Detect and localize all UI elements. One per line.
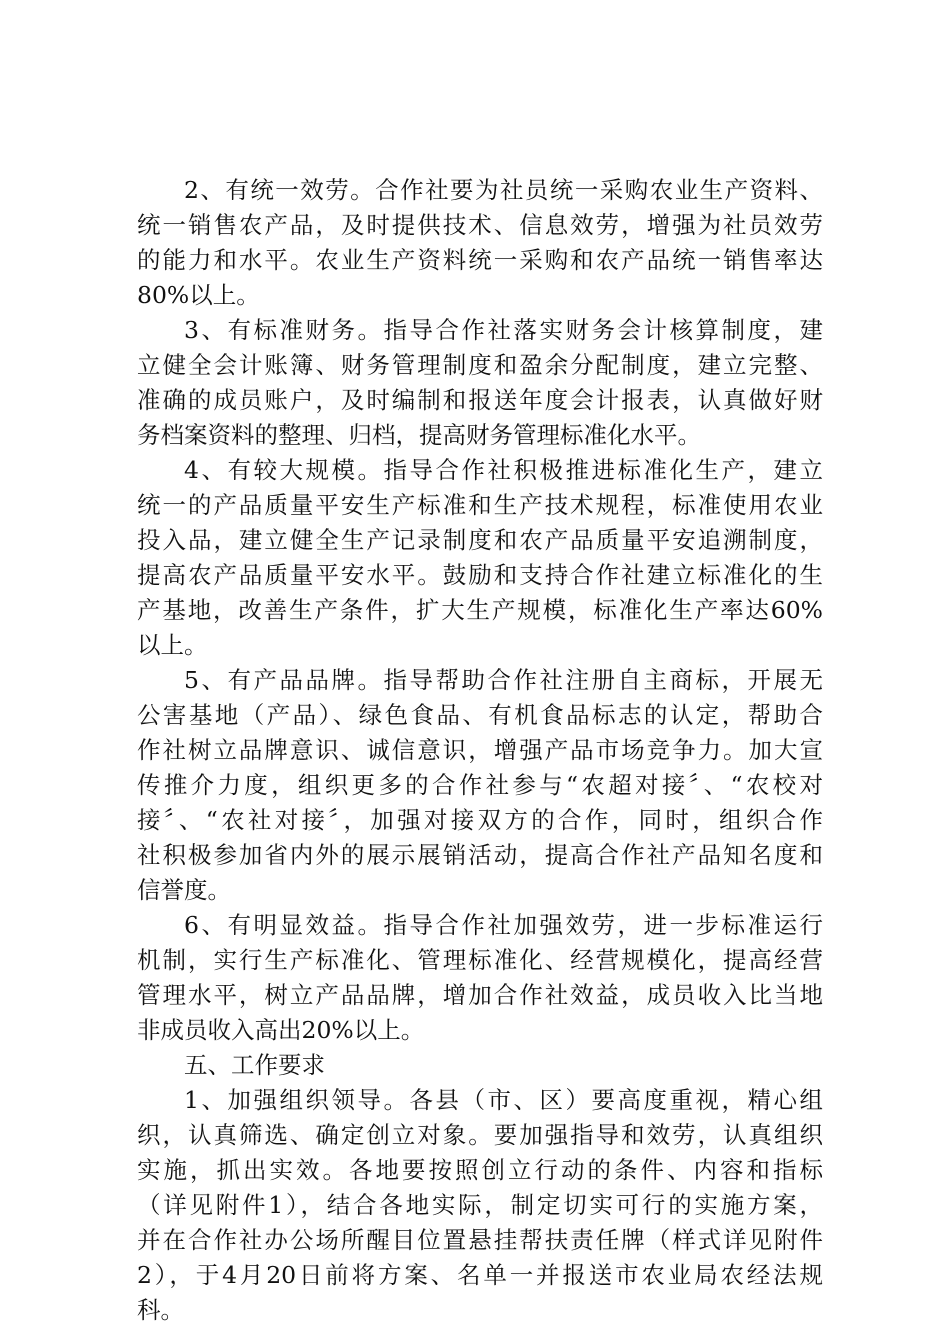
text-line: 4、有较大规模。指导合作社积极推进标准化生产，建立 bbox=[184, 456, 823, 484]
text-line: 80%以上。 bbox=[137, 281, 260, 309]
text-line: 接〞、“农社对接〞，加强对接双方的合作，同时，组织合作 bbox=[137, 806, 823, 834]
text-line: 科。 bbox=[137, 1296, 184, 1324]
text-line: 立健全会计账簿、财务管理制度和盈余分配制度，建立完整、 bbox=[137, 351, 823, 379]
text-line: 务档案资料的整理、归档，提高财务管理标准化水平。 bbox=[137, 421, 701, 449]
text-line: 以上。 bbox=[137, 631, 208, 659]
text-line: 统一的产品质量平安生产标准和生产技术规程，标准使用农业 bbox=[137, 491, 823, 519]
text-line: 6、有明显效益。指导合作社加强效劳，进一步标准运行 bbox=[184, 911, 823, 939]
text-line: 织，认真筛选、确定创立对象。要加强指导和效劳，认真组织 bbox=[137, 1121, 823, 1149]
text-line: 准确的成员账户，及时编制和报送年度会计报表，认真做好财 bbox=[137, 386, 823, 414]
text-line: 信誉度。 bbox=[137, 876, 231, 904]
text-line: 提高农产品质量平安水平。鼓励和支持合作社建立标准化的生 bbox=[137, 561, 823, 589]
text-line: 1、加强组织领导。各县（市、区）要高度重视，精心组 bbox=[184, 1086, 823, 1114]
text-line: 机制，实行生产标准化、管理标准化、经营规模化，提高经营 bbox=[137, 946, 823, 974]
text-line: 实施，抓出实效。各地要按照创立行动的条件、内容和指标 bbox=[137, 1156, 823, 1184]
text-line: 5、有产品品牌。指导帮助合作社注册自主商标，开展无 bbox=[184, 666, 823, 694]
text-line: 并在合作社办公场所醒目位置悬挂帮扶责任牌（样式详见附件 bbox=[137, 1226, 823, 1254]
text-line: 2、有统一效劳。合作社要为社员统一采购农业生产资料、 bbox=[184, 176, 823, 204]
section-heading: 五、工作要求 bbox=[184, 1051, 325, 1079]
text-line: 3、有标准财务。指导合作社落实财务会计核算制度，建 bbox=[184, 316, 823, 344]
text-line: 公害基地（产品）、绿色食品、有机食品标志的认定，帮助合 bbox=[137, 701, 823, 729]
text-line: （详见附件1），结合各地实际，制定切实可行的实施方案， bbox=[137, 1191, 823, 1219]
text-line: 产基地，改善生产条件，扩大生产规模，标准化生产率达60% bbox=[137, 596, 823, 624]
text-line: 社积极参加省内外的展示展销活动，提高合作社产品知名度和 bbox=[137, 841, 823, 869]
text-line: 管理水平，树立产品品牌，增加合作社效益，成员收入比当地 bbox=[137, 981, 823, 1009]
text-line: 统一销售农产品，及时提供技术、信息效劳，增强为社员效劳 bbox=[137, 211, 823, 239]
text-line: 作社树立品牌意识、诚信意识，增强产品市场竞争力。加大宣 bbox=[137, 736, 823, 764]
text-line: 的能力和水平。农业生产资料统一采购和农产品统一销售率达 bbox=[137, 246, 823, 274]
text-line: 传推介力度，组织更多的合作社参与“农超对接〞、“农校对 bbox=[137, 771, 823, 799]
text-line: 2），于4月20日前将方案、名单一并报送市农业局农经法规 bbox=[137, 1261, 823, 1289]
text-line: 投入品，建立健全生产记录制度和农产品质量平安追溯制度， bbox=[137, 526, 823, 554]
text-line: 非成员收入高出20%以上。 bbox=[137, 1016, 425, 1044]
